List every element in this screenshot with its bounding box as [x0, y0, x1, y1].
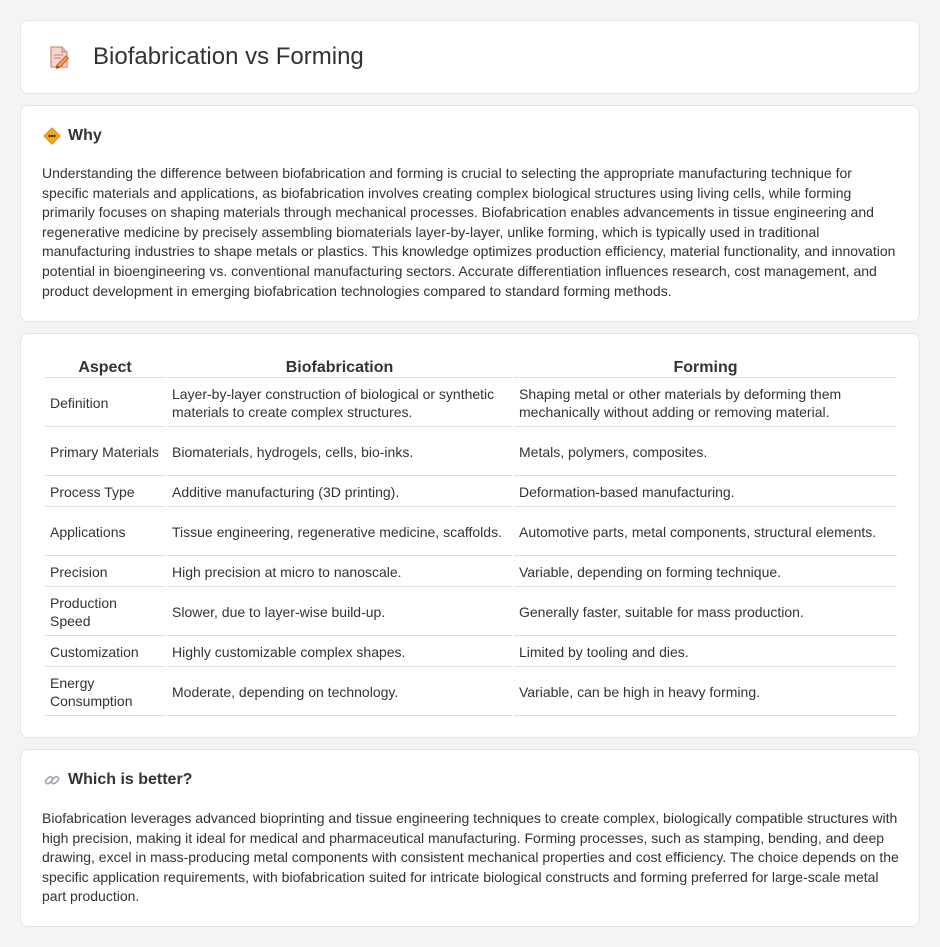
- forming-cell: Generally faster, suitable for mass production.: [514, 588, 897, 636]
- biofabrication-cell: Layer-by-layer construction of biological or synthetic materials to create complex structures.: [167, 379, 512, 427]
- forming-cell: Metals, polymers, composites.: [514, 428, 897, 476]
- table-row: [45, 508, 897, 556]
- why-header: [43, 127, 102, 145]
- aspect-cell: Process Type: [45, 477, 165, 507]
- page-title: Biofabrication vs Forming: [93, 43, 364, 70]
- title-row: [45, 43, 364, 71]
- document-pencil-icon: [45, 43, 73, 71]
- header-aspect: Aspect: [45, 356, 165, 378]
- biofabrication-cell: Slower, due to layer-wise build-up.: [167, 588, 512, 636]
- table-row: [45, 477, 897, 507]
- aspect-cell: Primary Materials: [45, 428, 165, 476]
- table-row: [45, 588, 897, 636]
- comparison-card: [20, 333, 920, 738]
- biofabrication-cell: High precision at micro to nanoscale.: [167, 557, 512, 587]
- biofabrication-cell: Tissue engineering, regenerative medicine, scaffolds.: [167, 508, 512, 556]
- table-row: [45, 379, 897, 427]
- why-title: Why: [68, 127, 102, 144]
- title-card: [20, 20, 920, 94]
- forming-cell: Variable, depending on forming technique.: [514, 557, 897, 587]
- forming-cell: Automotive parts, metal components, structural elements.: [514, 508, 897, 556]
- forming-cell: Deformation-based manufacturing.: [514, 477, 897, 507]
- better-title: Which is better?: [68, 771, 193, 788]
- table-header-row: [45, 356, 897, 378]
- table-row: [45, 557, 897, 587]
- comparison-table: [43, 355, 899, 717]
- which-better-card: [20, 749, 920, 927]
- why-text: Understanding the difference between biofabrication and forming is crucial to selecting the appropriate manufacturing technique for specific materials and applications, as biofabrication involves creating complex biological structures using living cells, while forming primarily focuses on shaping materials through mechanical processes. Biofabrication enables advancements in tissue engineering and regenerative medicine by precisely assembling biomaterials layer-by-layer, unlike forming, which is typically used in traditional manufacturing industries to shape metals or plastics. This knowledge optimizes production efficiency, material functionality, and innovation potential in bioengineering vs. conventional manufacturing sectors. Accurate differentiation influences research, cost management, and product development in emerging biofabrication technologies compared to standard forming methods.: [42, 165, 896, 299]
- header-forming: Forming: [514, 356, 897, 378]
- better-header: [43, 771, 192, 789]
- aspect-cell: Customization: [45, 637, 165, 667]
- biofabrication-cell: Highly customizable complex shapes.: [167, 637, 512, 667]
- table-row: [45, 668, 897, 716]
- biofabrication-cell: Moderate, depending on technology.: [167, 668, 512, 716]
- warning-diamond-icon: [43, 127, 61, 145]
- forming-cell: Variable, can be high in heavy forming.: [514, 668, 897, 716]
- table-row: [45, 428, 897, 476]
- aspect-cell: Production Speed: [45, 588, 165, 636]
- aspect-cell: Energy Consumption: [45, 668, 165, 716]
- biofabrication-cell: Biomaterials, hydrogels, cells, bio-inks.: [167, 428, 512, 476]
- aspect-cell: Applications: [45, 508, 165, 556]
- aspect-cell: Precision: [45, 557, 165, 587]
- better-text: Biofabrication leverages advanced bioprinting and tissue engineering techniques to create complex, biologically compatible structures with high precision, making it ideal for medical and pharmaceutical manufacturing. Forming processes, such as stamping, bending, and deep drawing, excel in mass-producing metal components with consistent mechanical properties and cost efficiency. The choice depends on the specific application requirements, with biofabrication suited for intricate biological constructs and forming preferred for large-scale metal part production.: [42, 810, 899, 905]
- link-icon: [43, 771, 61, 789]
- biofabrication-cell: Additive manufacturing (3D printing).: [167, 477, 512, 507]
- table-row: [45, 637, 897, 667]
- header-biofabrication: Biofabrication: [167, 356, 512, 378]
- forming-cell: Shaping metal or other materials by deforming them mechanically without adding or removing material.: [514, 379, 897, 427]
- forming-cell: Limited by tooling and dies.: [514, 637, 897, 667]
- why-card: [20, 105, 920, 322]
- aspect-cell: Definition: [45, 379, 165, 427]
